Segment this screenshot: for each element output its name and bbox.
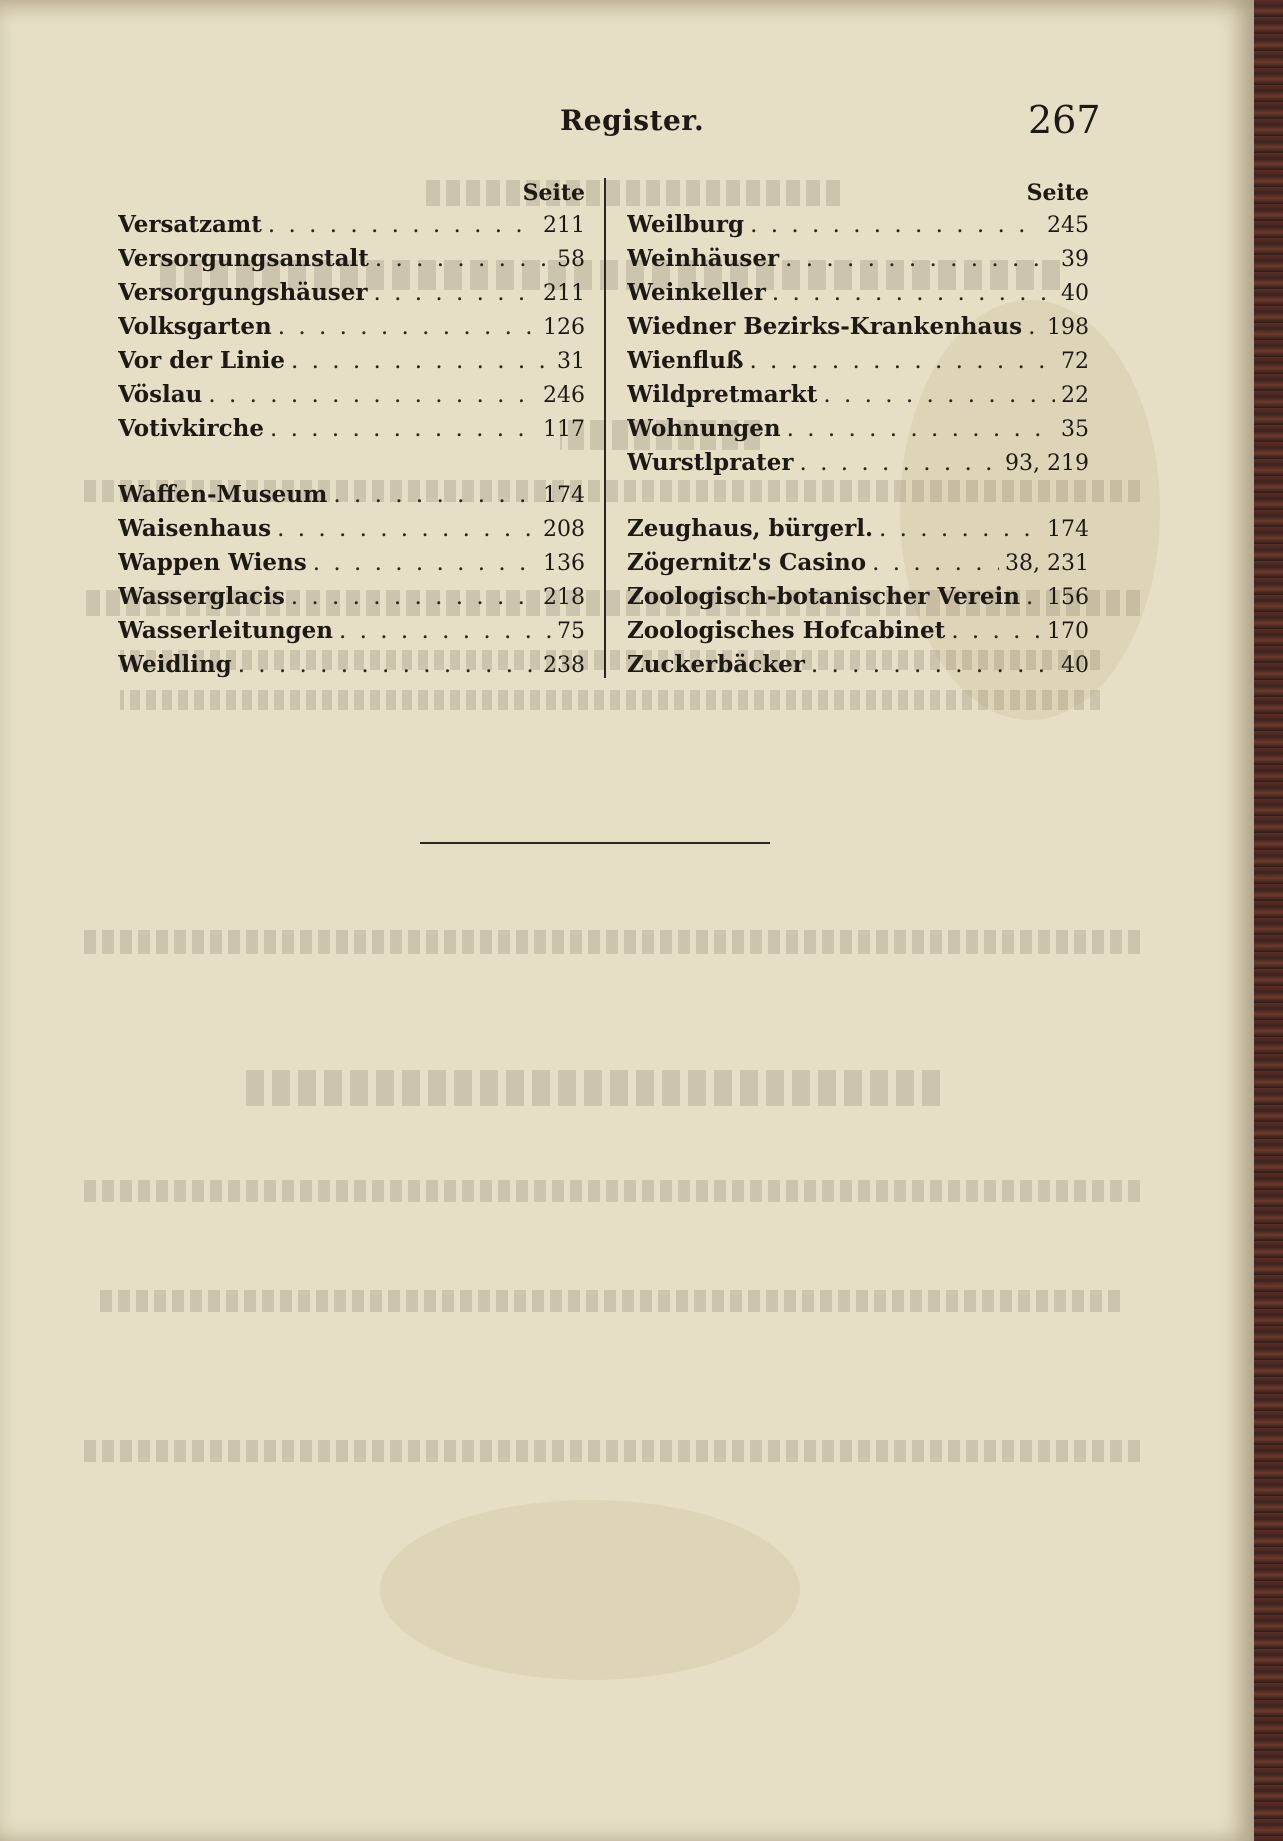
column-heading: Seite (1026, 180, 1089, 206)
book-binding-edge (1254, 0, 1283, 1841)
index-page: 198 (1047, 315, 1089, 340)
index-column-right (627, 178, 1089, 682)
index-entry (627, 242, 1089, 276)
index-entry (118, 478, 585, 512)
index-term: Vor der Linie (118, 347, 286, 374)
index-term: Wiedner Bezirks-Krankenhaus (627, 313, 1023, 340)
index-term: Zoologisch-botanischer Verein (627, 583, 1021, 610)
dot-leader (291, 580, 537, 614)
index-page: 38, 231 (1005, 551, 1089, 576)
index-page: 117 (543, 417, 585, 442)
index-term: Zoologisches Hofcabinet (627, 617, 946, 644)
index-page: 208 (543, 517, 585, 542)
index-term: Wildpretmarkt (627, 381, 818, 408)
index-entry (118, 310, 585, 344)
dot-leader (277, 512, 537, 546)
index-term: Weinhäuser (627, 245, 780, 272)
index-column-left (118, 178, 585, 682)
index-page: 39 (1061, 247, 1089, 272)
index-page: 35 (1061, 417, 1089, 442)
index-page: 246 (543, 383, 585, 408)
dot-leader (1028, 310, 1041, 344)
index-entry (118, 546, 585, 580)
index-page: 22 (1061, 383, 1089, 408)
index-term: Weinkeller (627, 279, 766, 306)
index-entry (627, 208, 1089, 242)
dot-leader (374, 276, 538, 310)
dot-leader (278, 310, 537, 344)
index-page: 211 (543, 213, 585, 238)
column-heading: Seite (522, 180, 585, 206)
dot-leader (375, 242, 551, 276)
index-page: 238 (543, 653, 585, 678)
index-term: Versatzamt (118, 211, 262, 238)
index-term: Wurstlprater (627, 449, 794, 476)
index-page: 40 (1061, 653, 1089, 678)
dot-leader (238, 648, 537, 682)
dot-leader (1026, 580, 1041, 614)
column-divider (604, 178, 606, 678)
dot-leader (339, 614, 551, 648)
dot-leader (787, 412, 1055, 446)
dot-leader (951, 614, 1041, 648)
index-term: Zögernitz's Casino (627, 549, 867, 576)
index-term: Wohnungen (627, 415, 781, 442)
index-page: 211 (543, 281, 585, 306)
group-spacer (627, 480, 1089, 512)
dot-leader (750, 208, 1041, 242)
dot-leader (291, 344, 551, 378)
dot-leader (785, 242, 1055, 276)
index-term: Weidling (118, 651, 232, 678)
index-entry (627, 580, 1089, 614)
index-page: 156 (1047, 585, 1089, 610)
index-entry (118, 412, 585, 446)
index-term: Versorgungshäuser (118, 279, 368, 306)
index-page: 72 (1061, 349, 1089, 374)
index-entry (627, 546, 1089, 580)
index-page: 126 (543, 315, 585, 340)
index-page: 218 (543, 585, 585, 610)
index-page: 174 (1047, 517, 1089, 542)
index-entry (627, 378, 1089, 412)
index-entry (627, 344, 1089, 378)
paper-stain (380, 1500, 800, 1680)
dot-leader (313, 546, 537, 580)
index-term: Wasserleitungen (118, 617, 333, 644)
index-entry (118, 512, 585, 546)
index-term: Volksgarten (118, 313, 272, 340)
dot-leader (800, 446, 999, 480)
index-page: 136 (543, 551, 585, 576)
dot-leader (208, 378, 537, 412)
index-entry (627, 614, 1089, 648)
index-page: 93, 219 (1005, 451, 1089, 476)
dot-leader (772, 276, 1055, 310)
index-page: 31 (557, 349, 585, 374)
index-term: Waffen-Museum (118, 481, 328, 508)
index-term: Zuckerbäcker (627, 651, 805, 678)
dot-leader (268, 208, 537, 242)
page-number: 267 (1028, 98, 1101, 142)
index-page: 58 (557, 247, 585, 272)
index-entry (118, 276, 585, 310)
dot-leader (811, 648, 1055, 682)
index-term: Zeughaus, bürgerl. (627, 515, 874, 542)
index-term: Vöslau (118, 381, 203, 408)
index-term: Waisenhaus (118, 515, 272, 542)
index-page: 174 (543, 483, 585, 508)
dot-leader (879, 512, 1041, 546)
running-head (0, 98, 1254, 144)
index-entry (118, 614, 585, 648)
index-entry (118, 648, 585, 682)
index-page: 245 (1047, 213, 1089, 238)
index-term: Wappen Wiens (118, 549, 307, 576)
dot-leader (270, 412, 537, 446)
index-page: 75 (557, 619, 585, 644)
page-title: Register. (560, 104, 705, 137)
index-entry (627, 648, 1089, 682)
index-term: Versorgungsanstalt (118, 245, 369, 272)
dot-leader (823, 378, 1055, 412)
dot-leader (872, 546, 999, 580)
index-entry (118, 378, 585, 412)
index-term: Wienfluß (627, 347, 744, 374)
index-entry (118, 208, 585, 242)
index-entry (118, 242, 585, 276)
index-entry (627, 310, 1089, 344)
group-spacer (118, 446, 585, 478)
index-entry (627, 512, 1089, 546)
index-entry (627, 412, 1089, 446)
index-page: 170 (1047, 619, 1089, 644)
index-entry (627, 276, 1089, 310)
dot-leader (333, 478, 537, 512)
index-entry (118, 580, 585, 614)
index-term: Votivkirche (118, 415, 264, 442)
index-page: 40 (1061, 281, 1089, 306)
index-entry (118, 344, 585, 378)
index-term: Weilburg (627, 211, 745, 238)
dot-leader (749, 344, 1055, 378)
index-term: Wasserglacis (118, 583, 285, 610)
end-rule (420, 842, 770, 844)
index-entry (627, 446, 1089, 480)
